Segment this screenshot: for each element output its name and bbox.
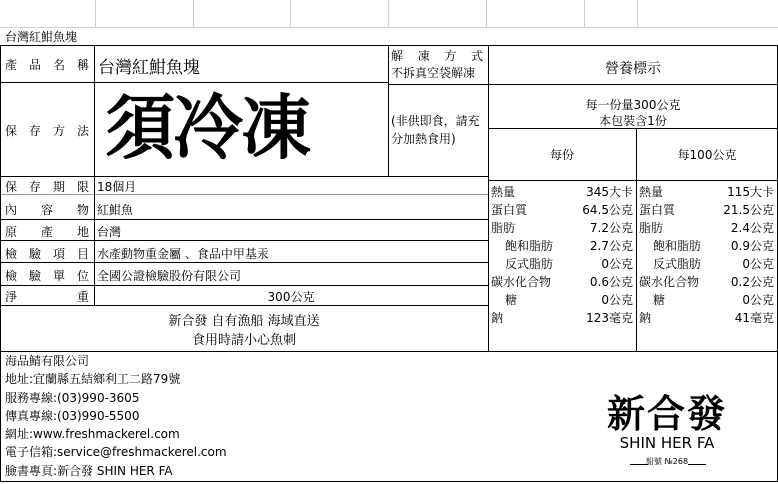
nutrient-name: 脂肪 <box>639 221 664 235</box>
table-border <box>0 219 488 220</box>
nutrient-name: 鈉 <box>491 311 504 325</box>
thaw-method-label <box>391 47 483 64</box>
nutrient-name: 鈉 <box>639 311 652 325</box>
nutrient-value: 115大卡 <box>727 185 774 199</box>
label-char: 目 <box>76 247 89 261</box>
sheet-gridline <box>388 0 389 27</box>
company-name: 海品鯖有限公司 <box>5 354 90 368</box>
sheet-gridline <box>486 0 487 27</box>
nutrition-row-per-serving <box>491 273 633 291</box>
nutrient-value: 0公克 <box>601 257 633 271</box>
company-website[interactable]: 網址:www.freshmackerel.com <box>5 427 180 442</box>
label-char: 存 <box>28 180 41 194</box>
sheet-gridline <box>584 0 585 27</box>
nutrient-name: 碳水化合物 <box>639 275 700 289</box>
label-char: 驗 <box>28 247 41 261</box>
label-char: 產 <box>5 58 18 72</box>
label-char: 原 <box>5 225 18 239</box>
storage-note-line1: (非供即食，請充 <box>391 114 480 128</box>
nutrient-name: 糖 <box>653 293 666 307</box>
logo-english: SHIN HER FA <box>619 434 715 452</box>
table-border <box>488 180 778 181</box>
label-char: 單 <box>52 269 65 283</box>
storage-method-value: 須冷凍 <box>105 86 309 169</box>
nutrient-value: 0公克 <box>742 293 774 307</box>
label-char: 方 <box>444 49 457 63</box>
net-weight-value: 300公克 <box>267 290 315 304</box>
nutrition-row-per-100g <box>639 183 774 201</box>
nutrient-name: 反式脂肪 <box>505 257 554 271</box>
logo-boat-number: 船號 №268 <box>645 457 689 466</box>
company-fax-line: 傳真專線:(03)990-5500 <box>5 408 140 423</box>
test-unit-label <box>5 267 89 284</box>
product-name-label <box>5 56 89 73</box>
origin-label <box>5 223 89 240</box>
company-email[interactable]: 電子信箱:service@freshmackerel.com <box>5 445 227 460</box>
product-name-value: 台灣紅魽魚塊 <box>98 58 200 78</box>
table-border <box>0 481 778 482</box>
col-header-per-serving: 每份 <box>549 148 574 162</box>
nutrient-name: 蛋白質 <box>491 203 528 217</box>
shelf-life-value: 18個月 <box>97 180 137 194</box>
label-char: 內 <box>5 203 18 217</box>
net-weight-label <box>5 288 89 305</box>
table-border <box>0 176 488 177</box>
nutrient-value: 123毫克 <box>586 311 633 325</box>
nutrition-row-per-100g <box>639 255 774 273</box>
nutrition-row-per-100g <box>639 237 774 255</box>
label-char: 期 <box>52 180 65 194</box>
test-unit-value: 全國公證檢驗股份有限公司 <box>97 269 242 283</box>
nutrient-name: 熱量 <box>639 185 664 199</box>
label-char: 重 <box>76 290 89 304</box>
label-char: 式 <box>470 49 483 63</box>
company-facebook[interactable]: 臉書專頁:新合發 SHIN HER FA <box>5 463 173 478</box>
label-char: 地 <box>76 225 89 239</box>
label-char: 凍 <box>417 49 430 63</box>
serving-size: 每一份量300公克 <box>585 98 681 112</box>
brand-logo <box>592 392 742 474</box>
nutrient-name: 熱量 <box>491 185 516 199</box>
sheet-gridline <box>193 0 194 27</box>
company-info <box>5 352 227 480</box>
nutrient-value: 21.5公克 <box>723 203 774 217</box>
nutrition-row-per-serving <box>491 201 633 219</box>
label-char: 項 <box>52 247 65 261</box>
fishbone-warning: 食用時請小心魚刺 <box>191 333 296 348</box>
nutrition-row-per-serving <box>491 309 633 327</box>
nutrient-value: 7.2公克 <box>589 221 633 235</box>
table-border <box>0 305 488 306</box>
nutrient-value: 0公克 <box>742 257 774 271</box>
nutrition-row-per-100g <box>639 219 774 237</box>
test-items-label <box>5 245 89 262</box>
storage-note-line2: 分加熱食用) <box>391 132 456 146</box>
table-border <box>388 45 389 176</box>
header-title: 台灣紅魽魚塊 <box>5 30 78 44</box>
origin-value: 台灣 <box>97 225 122 239</box>
label-char: 存 <box>28 124 41 138</box>
label-char: 法 <box>76 124 89 138</box>
table-border <box>0 240 488 241</box>
nutrient-name: 脂肪 <box>491 221 516 235</box>
nutrient-value: 345大卡 <box>586 185 633 199</box>
nutrient-value: 41毫克 <box>734 311 774 325</box>
table-border <box>488 84 778 85</box>
label-char: 名 <box>52 58 65 72</box>
col-header-per-100g: 每100公克 <box>677 148 737 162</box>
label-char: 淨 <box>5 290 18 304</box>
nutrition-row-per-100g <box>639 201 774 219</box>
sheet-gridline <box>0 27 778 28</box>
nutrient-value: 0公克 <box>601 293 633 307</box>
company-address: 地址:宜蘭縣五結鄉利工二路79號 <box>5 372 181 387</box>
nutrition-row-per-serving <box>491 237 633 255</box>
nutrition-title: 營養標示 <box>605 61 661 77</box>
sheet-gridline <box>290 0 291 27</box>
label-char: 限 <box>76 180 89 194</box>
nutrient-value: 0.6公克 <box>589 275 633 289</box>
table-border <box>388 84 488 85</box>
nutrition-row-per-100g <box>639 309 774 327</box>
servings-per-package: 本包裝含1份 <box>599 114 667 128</box>
table-border <box>0 262 488 263</box>
table-border <box>0 285 488 286</box>
nutrient-value: 0.2公克 <box>730 275 774 289</box>
nutrient-name: 反式脂肪 <box>653 257 702 271</box>
table-border <box>0 45 778 46</box>
label-char: 容 <box>40 203 53 217</box>
slogan: 新合發 自有漁船 海域直送 <box>168 314 320 329</box>
nutrition-row-per-serving <box>491 255 633 273</box>
label-char: 稱 <box>76 58 89 72</box>
nutrient-value: 0.9公克 <box>730 239 774 253</box>
ingredients-label <box>5 201 89 218</box>
logo-chinese: 新合發 <box>606 391 727 436</box>
nutrient-name: 飽和脂肪 <box>505 239 554 253</box>
nutrition-row-per-serving <box>491 219 633 237</box>
table-border <box>488 45 489 351</box>
label-char: 物 <box>76 203 89 217</box>
nutrient-value: 2.4公克 <box>730 221 774 235</box>
thaw-method-value: 不拆真空袋解凍 <box>391 66 476 80</box>
shelf-life-label <box>5 178 89 195</box>
table-border <box>0 45 1 482</box>
table-border <box>94 45 95 305</box>
label-char: 保 <box>5 180 18 194</box>
nutrition-row-per-serving <box>491 291 633 309</box>
label-char: 方 <box>52 124 65 138</box>
label-char: 產 <box>40 225 53 239</box>
label-char: 品 <box>28 58 41 72</box>
sheet-gridline <box>637 0 638 27</box>
nutrition-row-per-serving <box>491 183 633 201</box>
label-char: 檢 <box>5 269 18 283</box>
sheet-gridline <box>95 0 96 27</box>
nutrient-value: 64.5公克 <box>582 203 633 217</box>
test-items-value: 水產動物重金屬 、食品中甲基汞 <box>97 247 269 261</box>
label-char: 位 <box>76 269 89 283</box>
label-char: 保 <box>5 124 18 138</box>
label-char: 檢 <box>5 247 18 261</box>
storage-method-label <box>5 122 89 139</box>
nutrition-row-per-100g <box>639 273 774 291</box>
nutrient-name: 蛋白質 <box>639 203 676 217</box>
nutrient-value: 2.7公克 <box>589 239 633 253</box>
ingredients-value: 紅魽魚 <box>97 203 134 217</box>
company-service-line: 服務專線:(03)990-3605 <box>5 390 140 405</box>
nutrient-name: 碳水化合物 <box>491 275 552 289</box>
label-char: 驗 <box>28 269 41 283</box>
table-border <box>0 82 388 83</box>
nutrition-row-per-100g <box>639 291 774 309</box>
nutrient-name: 飽和脂肪 <box>653 239 702 253</box>
label-char: 解 <box>391 49 404 63</box>
nutrient-name: 糖 <box>505 293 518 307</box>
